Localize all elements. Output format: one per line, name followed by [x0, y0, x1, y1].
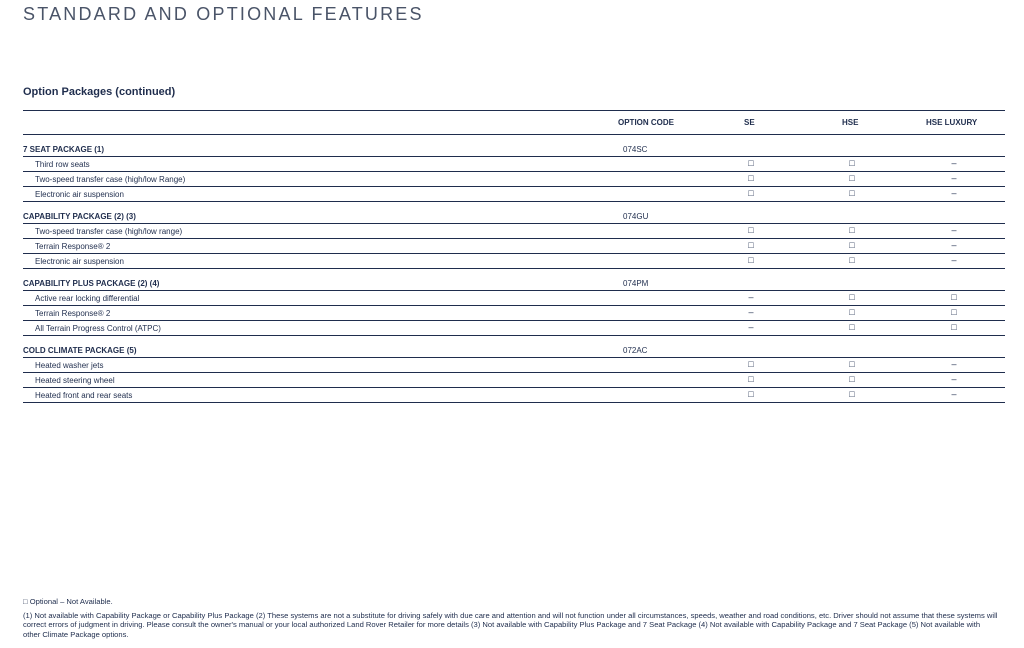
page-title: STANDARD AND OPTIONAL FEATURES	[23, 4, 424, 24]
package-name: COLD CLIMATE PACKAGE (5)	[23, 346, 137, 355]
package-row	[23, 336, 1005, 358]
se-availability-icon: □	[748, 255, 754, 265]
se-availability-icon: □	[748, 359, 754, 369]
hse-availability-icon: □	[849, 389, 855, 399]
header-hse-luxury: HSE LUXURY	[926, 118, 978, 127]
package-row	[23, 135, 1005, 157]
se-availability-icon: –	[748, 307, 754, 317]
feature-label: Terrain Response® 2	[35, 242, 111, 251]
feature-label: All Terrain Progress Control (ATPC)	[35, 324, 161, 333]
hse-luxury-availability-icon: –	[951, 359, 957, 369]
hse-luxury-availability-icon: □	[951, 307, 957, 317]
table-body	[23, 135, 1005, 403]
legend: □ Optional – Not Available.	[23, 597, 113, 606]
table-row	[23, 373, 1005, 388]
hse-availability-icon: □	[849, 240, 855, 250]
feature-label: Heated steering wheel	[35, 376, 115, 385]
se-availability-icon: □	[748, 389, 754, 399]
package-name: 7 SEAT PACKAGE (1)	[23, 145, 105, 154]
hse-availability-icon: □	[849, 307, 855, 317]
se-availability-icon: □	[748, 225, 754, 235]
feature-label: Two-speed transfer case (high/low range)	[35, 227, 183, 236]
se-availability-icon: □	[748, 188, 754, 198]
section-title: Option Packages (continued)	[23, 86, 176, 98]
header-option-code: OPTION CODE	[618, 118, 675, 127]
table-row	[23, 172, 1005, 187]
hse-luxury-availability-icon: □	[951, 292, 957, 302]
header-se: SE	[744, 118, 755, 127]
feature-label: Electronic air suspension	[35, 257, 124, 266]
footer	[23, 597, 998, 639]
table-header	[23, 110, 1005, 135]
hse-availability-icon: □	[849, 255, 855, 265]
table-row	[23, 239, 1005, 254]
package-row	[23, 269, 1005, 291]
package-name: CAPABILITY PLUS PACKAGE (2) (4)	[23, 279, 160, 288]
table-row	[23, 254, 1005, 269]
feature-label: Heated washer jets	[35, 361, 104, 370]
hse-luxury-availability-icon: –	[951, 240, 957, 250]
se-availability-icon: –	[748, 322, 754, 332]
hse-luxury-availability-icon: –	[951, 255, 957, 265]
features-table	[23, 110, 1005, 403]
feature-label: Heated front and rear seats	[35, 391, 133, 400]
feature-label: Two-speed transfer case (high/low Range)	[35, 175, 186, 184]
table-row	[23, 157, 1005, 172]
hse-luxury-availability-icon: –	[951, 158, 957, 168]
table-row	[23, 306, 1005, 321]
feature-label: Terrain Response® 2	[35, 309, 111, 318]
feature-label: Third row seats	[35, 160, 90, 169]
hse-availability-icon: □	[849, 173, 855, 183]
package-code: 072AC	[623, 346, 648, 355]
table-row	[23, 358, 1005, 373]
table-row	[23, 291, 1005, 306]
hse-luxury-availability-icon: –	[951, 225, 957, 235]
header-hse: HSE	[842, 118, 859, 127]
se-availability-icon: □	[748, 240, 754, 250]
package-name: CAPABILITY PACKAGE (2) (3)	[23, 212, 136, 221]
hse-availability-icon: □	[849, 158, 855, 168]
se-availability-icon: □	[748, 173, 754, 183]
package-code: 074GU	[623, 212, 649, 221]
hse-luxury-availability-icon: –	[951, 389, 957, 399]
hse-availability-icon: □	[849, 374, 855, 384]
footnotes: (1) Not available with Capability Package or Capability Plus Package (2) These systems are not a substitute for driving safely with due care and attention and will not function under all circumstances, speeds, weather and road conditions, etc. Driver should not assume that these systems will correct errors of judgment in driving. Please consult the owner's manual or your local authorized Land Rover Retailer for more details (3) Not available with Capability Plus Package and 7 Seat Package (4) Not available with Capability Package and 7 Seat Package (5) Not available with other Climate Package options.	[23, 610, 998, 639]
feature-label: Electronic air suspension	[35, 190, 124, 199]
se-availability-icon: □	[748, 374, 754, 384]
package-row	[23, 202, 1005, 224]
hse-availability-icon: □	[849, 225, 855, 235]
hse-availability-icon: □	[849, 292, 855, 302]
table-row	[23, 224, 1005, 239]
feature-label: Active rear locking differential	[35, 294, 140, 303]
table-row	[23, 388, 1005, 403]
hse-availability-icon: □	[849, 359, 855, 369]
se-availability-icon: □	[748, 158, 754, 168]
package-code: 074PM	[623, 279, 649, 288]
package-code: 074SC	[623, 145, 648, 154]
table-row	[23, 321, 1005, 336]
hse-luxury-availability-icon: –	[951, 173, 957, 183]
se-availability-icon: –	[748, 292, 754, 302]
hse-availability-icon: □	[849, 188, 855, 198]
table-row	[23, 187, 1005, 202]
hse-luxury-availability-icon: □	[951, 322, 957, 332]
hse-luxury-availability-icon: –	[951, 374, 957, 384]
hse-availability-icon: □	[849, 322, 855, 332]
hse-luxury-availability-icon: –	[951, 188, 957, 198]
